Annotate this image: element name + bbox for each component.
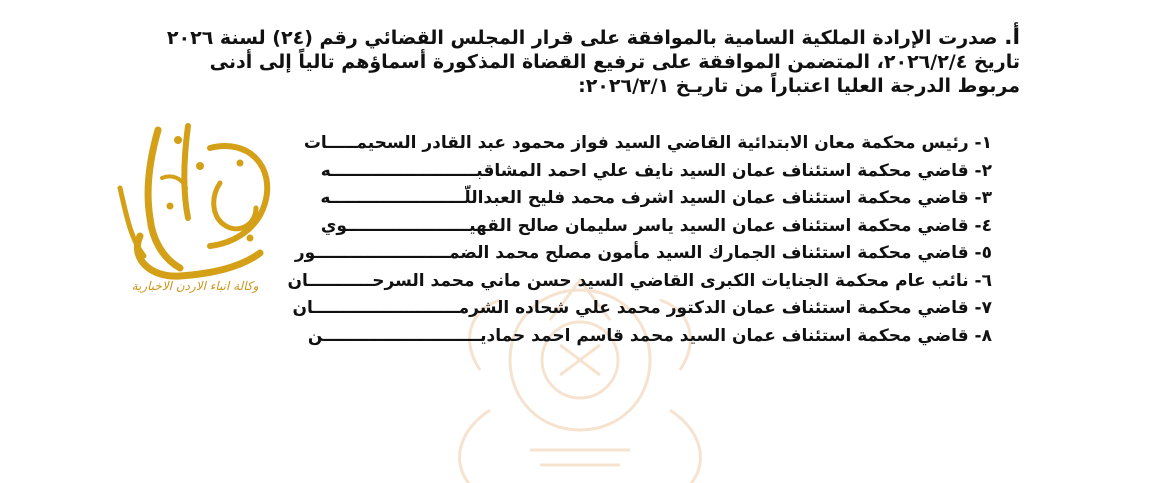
- clause-marker: أ.: [1004, 25, 1020, 50]
- clause-line-3: مربوط الدرجة العليا اعتباراً من تاريـخ ٢٠٢٦/٣/١:: [578, 75, 1020, 97]
- clause-line-2: تاريخ ٢٠٢٦/٢/٤، المتضمن الموافقة على ترفيع القضاة المذكورة أسماؤهم تالياً إلى أدنى: [209, 51, 1020, 73]
- promoted-judges-list: [287, 132, 992, 348]
- clause-line-1: صدرت الإرادة الملكية السامية بالموافقة على قرار المجلس القضائي رقم (٢٤) لسنة ٢٠٢٦: [166, 27, 998, 49]
- list-item: ٨- قاضي محكمة استئناف عمان السيد محمد قاسم احمد حماديـــــــــــــــــــــــــــن: [307, 325, 992, 346]
- list-item: ٣- قاضي محكمة استئناف عمان السيد اشرف محمد فليح العبداللّـــــــــــــــــــــــه: [320, 188, 992, 208]
- list-item: ٤- قاضي محكمة استئناف عمان السيد ياسر سليمان صالح القهيـــــــــــــــــــــوي: [320, 215, 992, 236]
- list-item: ٦- نائب عام محكمة الجنايات الكبرى القاضي السيد حسن ماني محمد السرحـــــــــــان: [287, 270, 992, 291]
- logo-wordmark: وكالة انباء الاردن الاخبارية: [131, 279, 259, 293]
- list-item: ١- رئيس محكمة معان الابتدائية القاضي السيد فواز محمود عبد القادر السحيمـــــات: [303, 133, 992, 153]
- clause-intro: [140, 26, 1020, 98]
- list-item: ٥- قاضي محكمة استئناف الجمارك السيد مأمون مصلح محمد الضمـــــــــــــــــــــــور: [294, 243, 992, 263]
- list-item: ٧- قاضي محكمة استئناف عمان الدكتور محمد علي شحاده الشرمـــــــــــــــــــــــــان: [292, 298, 992, 318]
- decree-text: [140, 26, 1020, 352]
- list-item: ٢- قاضي محكمة استئناف عمان السيد نايف علي احمد المشاقبـــــــــــــــــــــــــه: [320, 160, 992, 181]
